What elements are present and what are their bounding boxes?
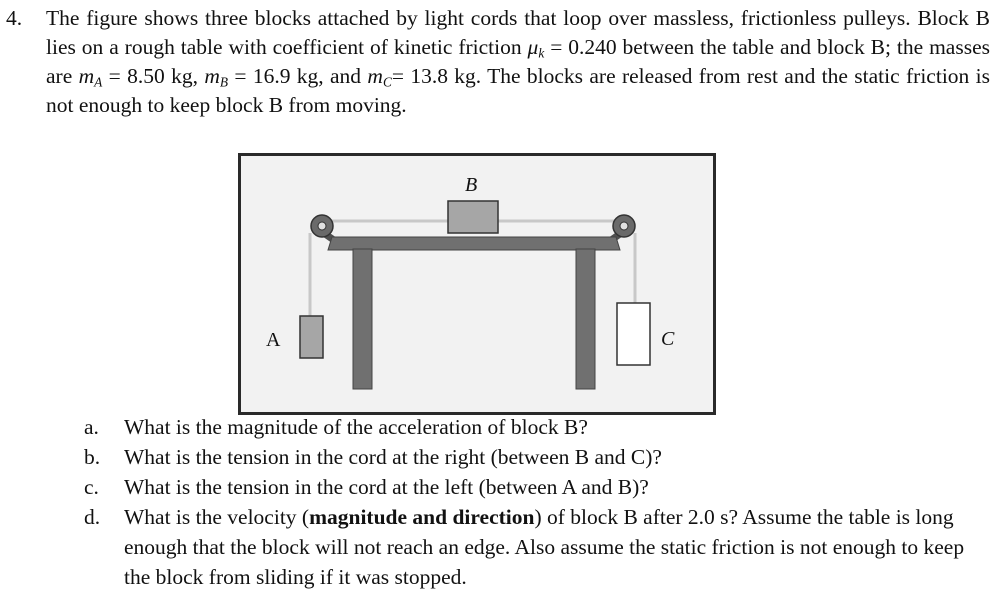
subquestion-text-post: ) of block B after 2.0 s? Assume the table is long enough that the block will not reach an edge. Also assume the static friction is not enough to keep the block from sliding if it was stopped. — [124, 505, 965, 589]
pulley-figure — [238, 153, 716, 415]
mass-c-symbol: m — [367, 64, 383, 88]
subquestion-text-bold: magnitude and direction — [309, 505, 535, 529]
mass-b-value: = 16.9 kg, and — [228, 64, 368, 88]
mass-a-subscript: A — [94, 74, 103, 90]
subquestion-letter: d. — [84, 505, 101, 529]
subquestion-list — [84, 412, 984, 592]
table-top — [328, 237, 620, 250]
label-b: B — [465, 174, 478, 196]
problem-stem — [46, 4, 990, 120]
problem-number: 4. — [6, 6, 23, 30]
pulley-left-axle — [318, 222, 326, 230]
pulley-right-axle — [620, 222, 628, 230]
subquestion-text-pre: What is the velocity ( — [124, 505, 310, 529]
mass-b-symbol: m — [204, 64, 220, 88]
subquestion-b — [84, 442, 984, 472]
mu-value: = 0.240 between the table and block B; the masses are — [46, 35, 990, 88]
mass-a-value: = 8.50 kg, — [102, 64, 205, 88]
subquestion-text: What is the tension in the cord at the right (between B and C)? — [124, 445, 662, 469]
stem-text-2: The blocks are released from rest and the static friction is not enough to keep block B from moving. — [46, 64, 990, 117]
table-leg-right — [576, 249, 595, 389]
subquestion-letter: b. — [84, 445, 101, 469]
subquestion-letter: a. — [84, 415, 99, 439]
label-c: C — [661, 328, 675, 350]
mass-c-value: = 13.8 kg. — [391, 64, 482, 88]
mass-c-subscript: C — [382, 74, 392, 90]
problem-statement — [6, 4, 990, 120]
mu-subscript: k — [538, 45, 545, 61]
subquestion-text: What is the tension in the cord at the left (between A and B)? — [124, 475, 649, 499]
pulley-diagram — [238, 153, 716, 415]
mass-b-subscript: B — [219, 74, 228, 90]
block-a — [300, 316, 323, 358]
block-b — [448, 201, 498, 233]
subquestion-letter: c. — [84, 475, 99, 499]
subquestion-a — [84, 412, 984, 442]
subquestion-c — [84, 472, 984, 502]
label-a: A — [266, 329, 281, 351]
subquestion-text: What is the magnitude of the acceleration of block B? — [124, 415, 588, 439]
mass-a-symbol: m — [78, 64, 95, 88]
subquestion-d — [84, 502, 984, 592]
mu-symbol: μ — [527, 35, 539, 59]
block-c — [617, 303, 650, 365]
stem-text-1: The figure shows three blocks attached by light cords that loop over massless, frictionless pulleys. Block B lies on a rough table with coefficient of kinetic friction — [46, 6, 990, 59]
table-leg-left — [353, 249, 372, 389]
